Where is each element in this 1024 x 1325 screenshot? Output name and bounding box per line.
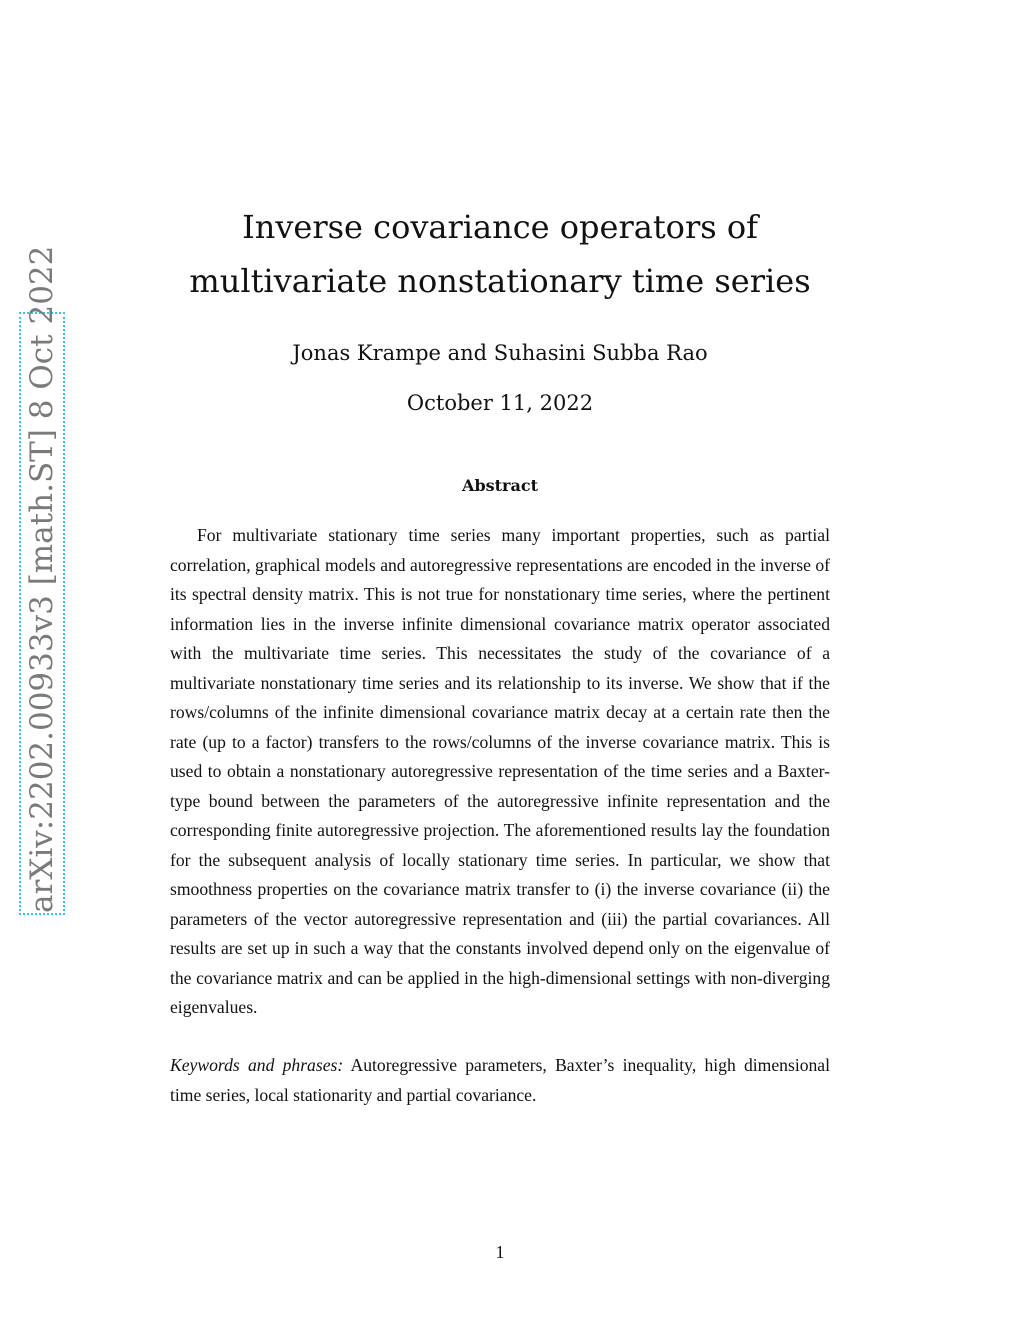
authors: Jonas Krampe and Suhasini Subba Rao (292, 341, 708, 365)
page-number: 1 (495, 1242, 505, 1262)
arxiv-stamp: arXiv:2202.00933v3 [math.ST] 8 Oct 2022 (24, 245, 60, 913)
paper-title: Inverse covariance operators of multivariate nonstationary time series (189, 208, 811, 300)
date: October 11, 2022 (406, 391, 594, 415)
keywords-text: Autoregressive parameters, Baxter’s inequality, high dimensional time series, local stationarity and partial covariance. (170, 1055, 830, 1105)
abstract-body: For multivariate stationary time series many important properties, such as partial correlation, graphical models and autoregressive representations are encoded in the inverse of its spectral density matrix. This is not true for nonstationary time series, where the pertinent information lies in the inverse infinite dimensional covariance matrix operator associated with the multivariate time series. This necessitates the study of the covariance of a multivariate nonstationary time series and its relationship to its inverse. We show that if the rows/columns of the infinite dimensional covariance matrix decay at a certain rate then the rate (up to a factor) transfers to the rows/columns of the inverse covariance matrix. This is used to obtain a nonstationary autoregressive representation of the time series and a Baxter-type bound between the parameters of the autoregressive infinite representation and the corresponding finite autoregressive projection. The aforementioned results lay the foundation for the subsequent analysis of locally stationary time series. In particular, we show that smoothness properties on the covariance matrix transfer to (i) the inverse covariance (ii) the parameters of the vector autoregressive representation and (iii) the partial covariances. All results are set up in such a way that the constants involved depend only on the eigenvalue of the covariance matrix and can be applied in the high-dimensional settings with non-diverging eigenvalues. (170, 525, 830, 1017)
abstract-heading: Abstract (462, 476, 538, 495)
keywords (170, 1051, 830, 1110)
keywords-label: Keywords and phrases: (170, 1055, 344, 1075)
